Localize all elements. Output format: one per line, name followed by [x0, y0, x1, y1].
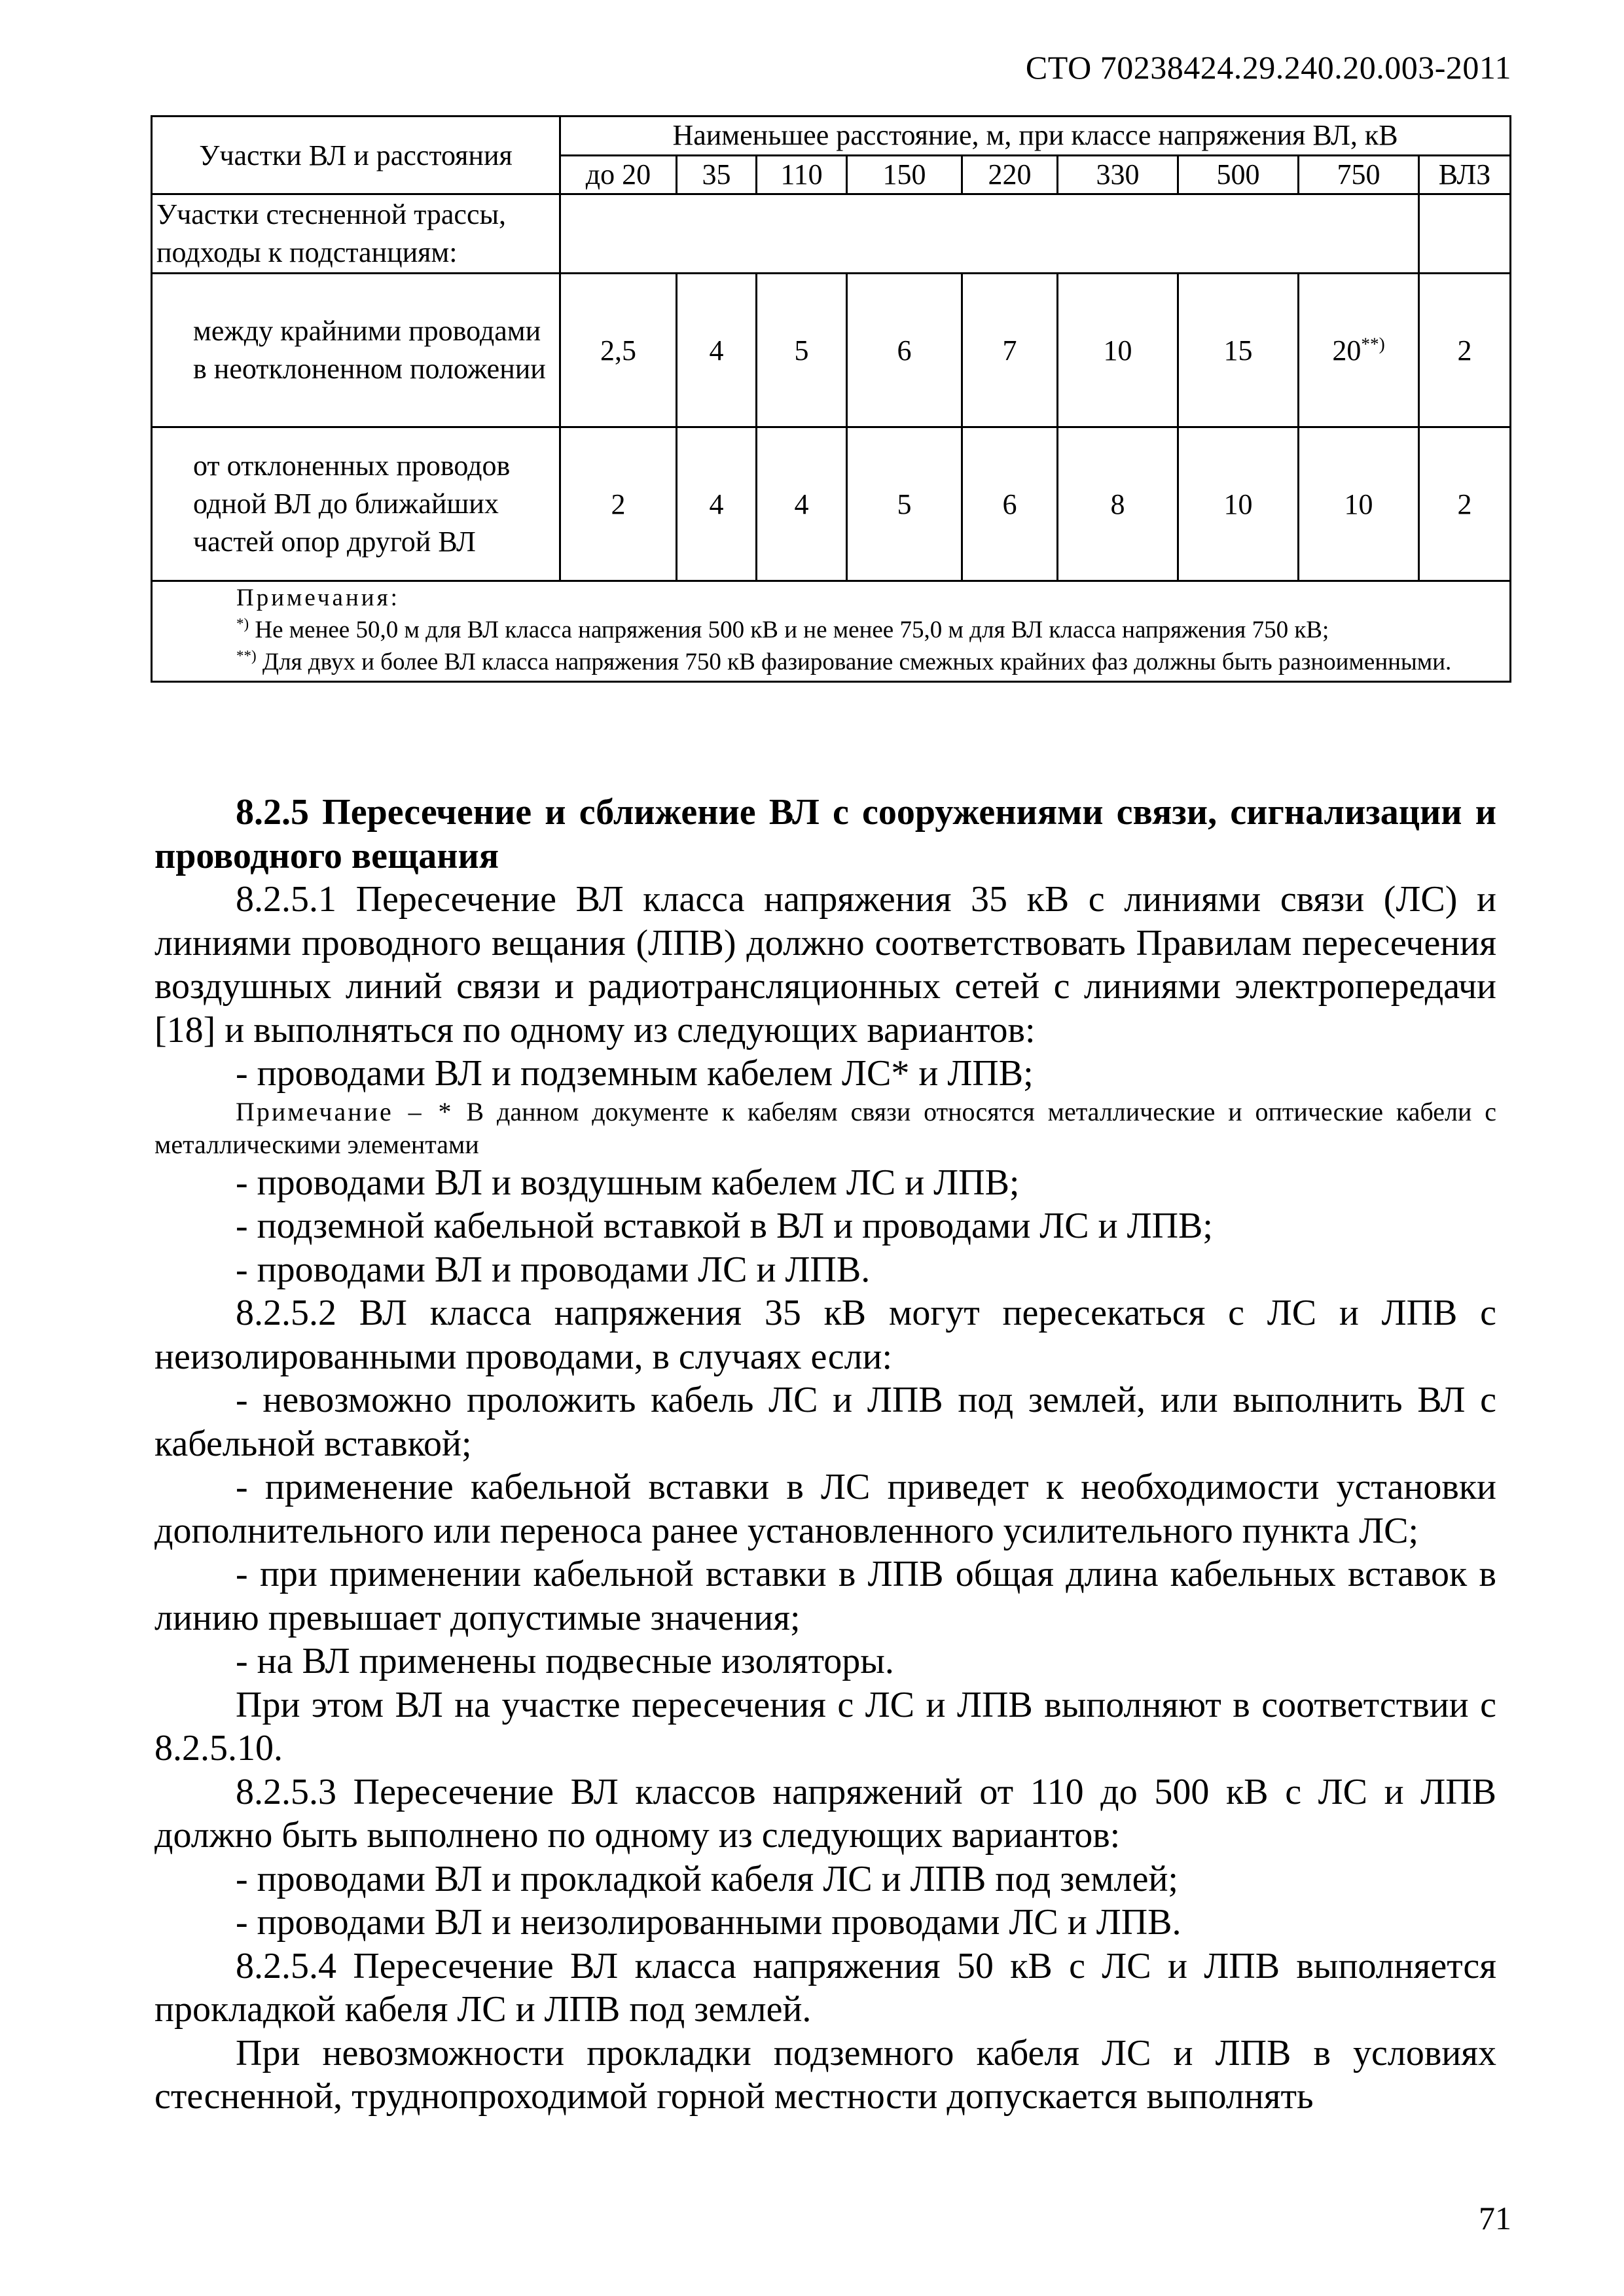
list-item: - применение кабельной вставки в ЛС приведет к необходимости установки дополнительного или переноса ранее установленного усилительного пункта ЛС;: [154, 1467, 1496, 1551]
column-header-voltage: 220: [962, 155, 1058, 194]
paragraph: При этом ВЛ на участке пересечения с ЛС и ЛПВ выполняют в соответствии с 8.2.5.10.: [154, 1684, 1496, 1768]
table-cell-empty: [1419, 194, 1511, 274]
table-cell: 10: [1299, 427, 1419, 581]
column-header-voltage: 330: [1058, 155, 1178, 194]
column-header-voltage: 35: [677, 155, 757, 194]
distance-table: [151, 115, 1511, 683]
note-item: [155, 646, 1507, 678]
list-item: - при применении кабельной вставки в ЛПВ общая длина кабельных вставок в линию превышает допустимые значения;: [154, 1554, 1496, 1638]
list-item: - проводами ВЛ и подземным кабелем ЛС* и ЛПВ;: [236, 1053, 1034, 1094]
table-cell: 2: [560, 427, 677, 581]
list-item: - проводами ВЛ и воздушным кабелем ЛС и ЛПВ;: [236, 1162, 1020, 1203]
table-cell: 5: [757, 274, 847, 427]
table-cell: 2: [1419, 274, 1511, 427]
table-cell: 4: [757, 427, 847, 581]
column-header-voltage: 750: [1299, 155, 1419, 194]
note-text: Для двух и более ВЛ класса напряжения 750 кВ фазирование смежных крайних фаз должны быть разноименными.: [256, 649, 1452, 675]
column-header-voltage: 150: [847, 155, 962, 194]
table-cell: 2: [1419, 427, 1511, 581]
table-cell: 7: [962, 274, 1058, 427]
list-item: - на ВЛ применены подвесные изоляторы.: [236, 1641, 894, 1681]
table-row: [152, 274, 1511, 427]
footnote-mark: **): [1361, 333, 1385, 353]
inline-note: [154, 1096, 1496, 1161]
table-section-label: Участки стесненной трассы, подходы к подстанциям:: [152, 194, 560, 274]
note-text: В данном документе к кабелям связи относятся металлические и оптические кабели с металлическими элементами: [154, 1096, 1496, 1159]
table-cell: 8: [1058, 427, 1178, 581]
list-item: - подземной кабельной вставкой в ВЛ и проводами ЛС и ЛПВ;: [236, 1206, 1213, 1246]
paragraph: 8.2.5.3 Пересечение ВЛ классов напряжений от 110 до 500 кВ с ЛС и ЛПВ должно быть выполнено по одному из следующих вариантов:: [154, 1771, 1496, 1856]
table-cell: 15: [1178, 274, 1299, 427]
note-lead: Примечание – *: [236, 1096, 454, 1126]
list-item: - проводами ВЛ и неизолированными проводами ЛС и ЛПВ.: [236, 1902, 1182, 1943]
column-header-voltage: 500: [1178, 155, 1299, 194]
table-row-label: между крайними проводами в неотклоненном положении: [152, 274, 560, 427]
table-cell-750: [1299, 274, 1419, 427]
list-item: - проводами ВЛ и прокладкой кабеля ЛС и ЛПВ под землей;: [236, 1858, 1178, 1899]
page-number: 71: [1479, 2200, 1511, 2236]
column-header-voltage: до 20: [560, 155, 677, 194]
document-code: СТО 70238424.29.240.20.003-2011: [1025, 49, 1511, 86]
paragraph: 8.2.5.2 ВЛ класса напряжения 35 кВ могут пересекаться с ЛС и ЛПВ с неизолированными проводами, в случаях если:: [154, 1293, 1496, 1377]
note-item: [155, 614, 1507, 646]
table-cell: 4: [677, 427, 757, 581]
column-header-vlz: ВЛЗ: [1419, 155, 1511, 194]
note-text: Не менее 50,0 м для ВЛ класса напряжения 500 кВ и не менее 75,0 м для ВЛ класса напряжения 750 кВ;: [249, 617, 1329, 643]
table-cell: 10: [1178, 427, 1299, 581]
table-row-label: от отклоненных проводов одной ВЛ до ближайших частей опор другой ВЛ: [152, 427, 560, 581]
table-cell: 6: [962, 427, 1058, 581]
paragraph: 8.2.5.1 Пересечение ВЛ класса напряжения 35 кВ с линиями связи (ЛС) и линиями проводного вещания (ЛПВ) должно соответствовать Правилам пересечения воздушных линий связи и радиотрансляционных сетей с линиями электропередачи [18] и выполняться по одному из следующих вариантов:: [154, 879, 1496, 1050]
list-item: - невозможно проложить кабель ЛС и ЛПВ под землей, или выполнить ВЛ с кабельной вставкой;: [154, 1380, 1496, 1464]
footnote-mark: **): [236, 647, 257, 664]
table-cell: 4: [677, 274, 757, 427]
footnote-mark: *): [236, 615, 249, 632]
table-row: [152, 427, 1511, 581]
section-heading: 8.2.5 Пересечение и сближение ВЛ с сооружениями связи, сигнализации и проводного вещания: [154, 792, 1496, 876]
table-cell: 2,5: [560, 274, 677, 427]
table-cell: 10: [1058, 274, 1178, 427]
paragraph: 8.2.5.4 Пересечение ВЛ класса напряжения 50 кВ с ЛС и ЛПВ выполняется прокладкой кабеля ЛС и ЛПВ под землей.: [154, 1945, 1496, 2030]
notes-title: Примечания:: [236, 584, 400, 611]
table-notes: [152, 581, 1511, 682]
column-header-voltage: 110: [757, 155, 847, 194]
column-header-min-distance: Наименьшее расстояние, м, при классе напряжения ВЛ, кВ: [560, 117, 1511, 156]
paragraph: При невозможности прокладки подземного кабеля ЛС и ЛПВ в условиях стесненной, труднопроходимой горной местности допускается выполнять: [154, 2032, 1496, 2117]
list-item: - проводами ВЛ и проводами ЛС и ЛПВ.: [236, 1249, 871, 1290]
table-cell: 6: [847, 274, 962, 427]
table-cell: 5: [847, 427, 962, 581]
body-text: [154, 791, 1496, 2119]
column-header-parts: Участки ВЛ и расстояния: [152, 117, 560, 194]
table-cell-empty: [560, 194, 1419, 274]
table-cell-value: 20: [1332, 334, 1362, 367]
